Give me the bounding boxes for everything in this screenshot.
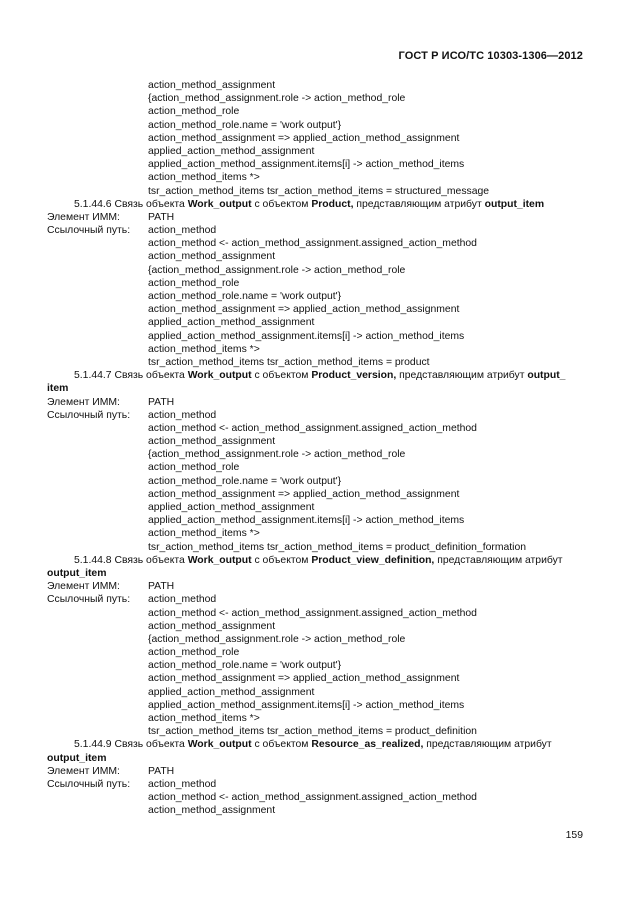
section-heading: 5.1.44.9 Связь объекта Work_output с объектом Resource_as_realized, представляющим атрибут <box>74 739 552 751</box>
code-line: applied_action_method_assignment.items[i] -> action_method_items <box>148 699 465 711</box>
document-body <box>47 79 587 818</box>
code-line: applied_action_method_assignment <box>148 145 315 157</box>
code-line: applied_action_method_assignment <box>148 686 315 698</box>
heading-continuation: output_item <box>47 752 107 764</box>
code-line: tsr_action_method_items tsr_action_method_items = structured_message <box>148 185 490 197</box>
page-number: 159 <box>565 830 583 841</box>
code-line: action_method_role <box>148 462 240 474</box>
code-line: action_method_assignment <box>148 251 276 263</box>
code-line: applied_action_method_assignment <box>148 502 315 513</box>
section-heading: 5.1.44.8 Связь объекта Work_output с объектом Product_view_definition, представляющим атрибут <box>74 554 563 566</box>
section-5-1-44-9 <box>47 738 587 817</box>
code-line: action_method_assignment <box>148 80 276 91</box>
code-line: action_method_role <box>148 277 240 289</box>
element-row: Элемент ИММ: PATH <box>47 396 175 408</box>
code-line: applied_action_method_assignment <box>148 317 315 329</box>
code-line: applied_action_method_assignment.items[i] -> action_method_items <box>148 159 465 171</box>
code-line: action_method_assignment => applied_action_method_assignment <box>148 304 460 316</box>
code-line: applied_action_method_assignment.items[i] -> action_method_items <box>148 330 465 342</box>
code-line: applied_action_method_assignment.items[i] -> action_method_items <box>148 515 465 527</box>
code-line: action_method_assignment => applied_action_method_assignment <box>148 673 460 685</box>
lead-block <box>47 79 587 198</box>
code-line: {action_method_assignment.role -> action_method_role <box>148 633 406 645</box>
code-line: {action_method_assignment.role -> action_method_role <box>148 264 406 276</box>
section-heading: 5.1.44.6 Связь объекта Work_output с объектом Product, представляющим атрибут output_item <box>74 198 545 210</box>
heading-continuation: output_item <box>47 567 107 579</box>
code-line: tsr_action_method_items tsr_action_method_items = product_definition <box>148 726 477 738</box>
code-line: action_method_assignment <box>148 805 276 817</box>
code-line: {action_method_assignment.role -> action_method_role <box>148 93 406 105</box>
code-line: action_method_assignment <box>148 620 276 632</box>
code-line: action_method_role.name = 'work output'} <box>148 291 342 302</box>
page-header: ГОСТ Р ИСО/ТС 10303-1306—2012 <box>398 50 583 62</box>
code-line: action_method <- action_method_assignment.assigned_action_method <box>148 422 477 434</box>
code-line: tsr_action_method_items tsr_action_method_items = product_definition_formation <box>148 541 527 553</box>
code-line: action_method_items *> <box>148 172 260 184</box>
ref-path-row: Ссылочный путь: action_method <box>47 594 217 606</box>
code-line: action_method_items *> <box>148 528 260 540</box>
code-line: tsr_action_method_items tsr_action_method_items = product <box>148 356 430 368</box>
code-line: action_method_items *> <box>148 343 260 355</box>
element-row: Элемент ИММ: PATH <box>47 765 175 777</box>
code-line: action_method <- action_method_assignment.assigned_action_method <box>148 238 477 250</box>
code-line: action_method_assignment => applied_action_method_assignment <box>148 488 460 500</box>
element-row: Элемент ИММ: PATH <box>47 581 175 593</box>
section-heading: 5.1.44.7 Связь объекта Work_output с объектом Product_version, представляющим атрибут output_ <box>74 370 566 382</box>
code-line: action_method_role.name = 'work output'} <box>148 660 342 672</box>
code-line: action_method_assignment => applied_action_method_assignment <box>148 132 460 144</box>
code-line: action_method_role.name = 'work output'} <box>148 475 342 487</box>
code-line: {action_method_assignment.role -> action_method_role <box>148 449 406 461</box>
section-5-1-44-8 <box>47 554 587 739</box>
ref-path-row: Ссылочный путь: action_method <box>47 409 217 421</box>
code-line: action_method_role <box>148 106 240 118</box>
code-line: action_method_items *> <box>148 713 260 724</box>
code-line: action_method <- action_method_assignment.assigned_action_method <box>148 792 477 804</box>
code-line: action_method_assignment <box>148 436 276 448</box>
code-line: action_method_role.name = 'work output'} <box>148 119 342 131</box>
section-5-1-44-7 <box>47 369 587 554</box>
heading-continuation: item <box>47 383 69 395</box>
section-5-1-44-6 <box>47 198 587 369</box>
code-line: action_method <- action_method_assignment.assigned_action_method <box>148 607 477 619</box>
ref-path-row: Ссылочный путь: action_method <box>47 225 217 237</box>
code-line: action_method_role <box>148 647 240 659</box>
ref-path-row: Ссылочный путь: action_method <box>47 778 217 790</box>
element-row: Элемент ИММ: PATH <box>47 211 175 223</box>
